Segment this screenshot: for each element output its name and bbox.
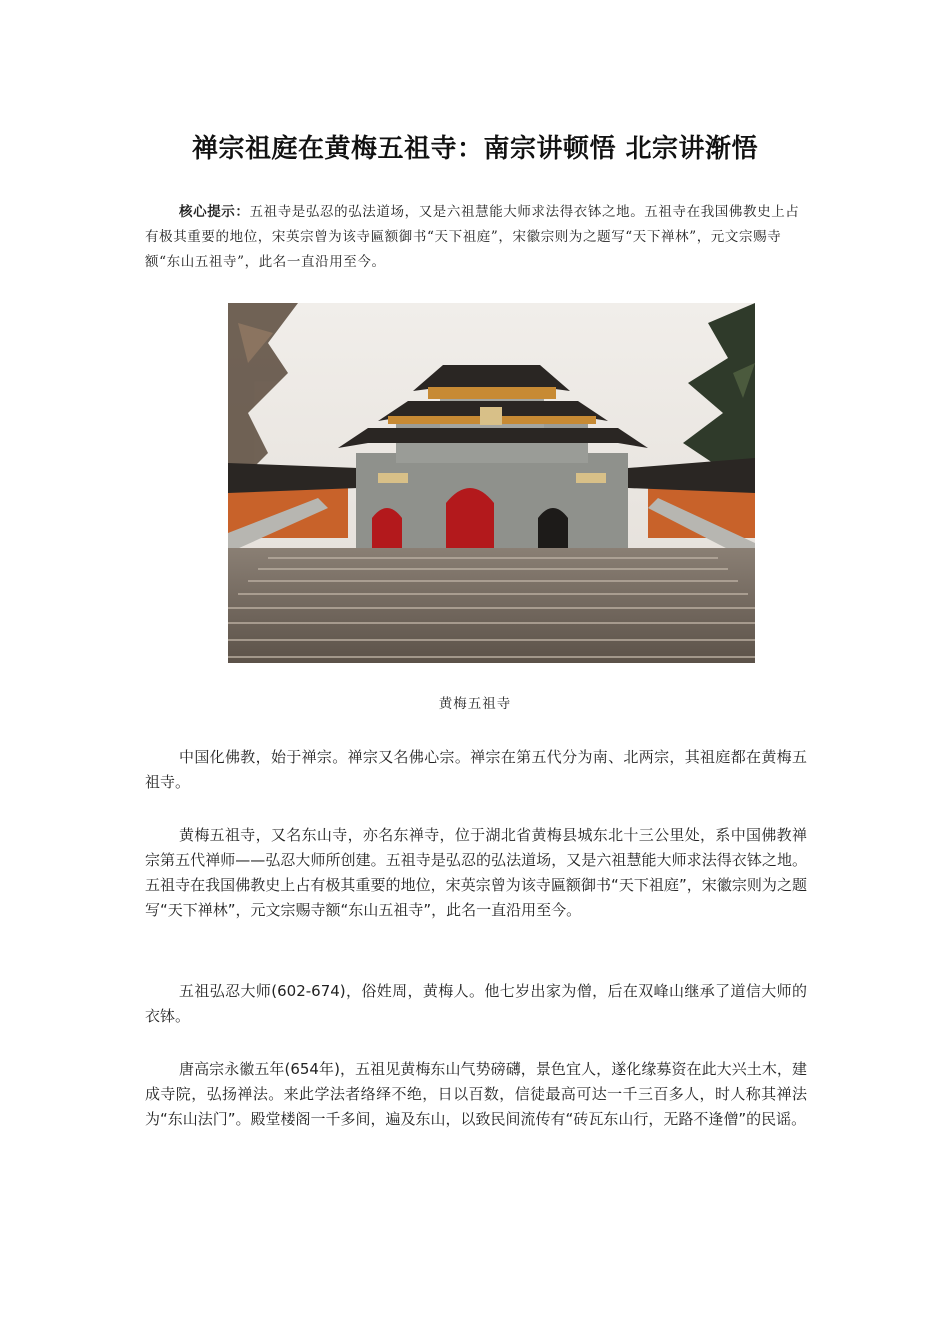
image-caption: 黄梅五祖寺 [438, 696, 512, 712]
article-title: 禅宗祖庭在黄梅五祖寺：南宗讲顿悟 北宗讲渐悟 [191, 134, 759, 164]
paragraph-4: 唐高宗永徽五年(654年)，五祖见黄梅东山气势磅礴，景色宜人，遂化缘募资在此大兴土木，建成寺院，弘扬禅法。来此学法者络绎不绝，日以百数，信徒最高可达一千三百多人，时人称其禅法为“东山法门”。殿堂楼阁一千多间，遍及东山，以致民间流传有“砖瓦东山行，无路不逢僧”的民谣。 [145, 1060, 807, 1128]
temple-photo [228, 303, 755, 663]
paragraph-1: 中国化佛教，始于禅宗。禅宗又名佛心宗。禅宗在第五代分为南、北两宗，其祖庭都在黄梅五祖寺。 [145, 748, 807, 791]
summary-label: 核心提示： [179, 204, 250, 220]
paragraph-2: 黄梅五祖寺，又名东山寺，亦名东禅寺，位于湖北省黄梅县城东北十三公里处，系中国佛教禅宗第五代禅师——弘忍大师所创建。五祖寺是弘忍的弘法道场，又是六祖慧能大师求法得衣钵之地。五祖寺在我国佛教史上占有极其重要的地位，宋英宗曾为该寺匾额御书“天下祖庭”，宋徽宗则为之题写“天下禅林”，元文宗赐寺额“东山五祖寺”，此名一直沿用至今。 [145, 826, 807, 919]
summary-text: 五祖寺是弘忍的弘法道场，又是六祖慧能大师求法得衣钵之地。五祖寺在我国佛教史上占有极其重要的地位，宋英宗曾为该寺匾额御书“天下祖庭”，宋徽宗则为之题写“天下禅林”，元文宗赐寺额“东山五祖寺”，此名一直沿用至今。 [145, 204, 800, 270]
article-summary [145, 200, 807, 275]
temple-gate-illustration [228, 303, 755, 663]
paragraph-3: 五祖弘忍大师(602-674)，俗姓周，黄梅人。他七岁出家为僧，后在双峰山继承了道信大师的衣钵。 [145, 982, 807, 1025]
